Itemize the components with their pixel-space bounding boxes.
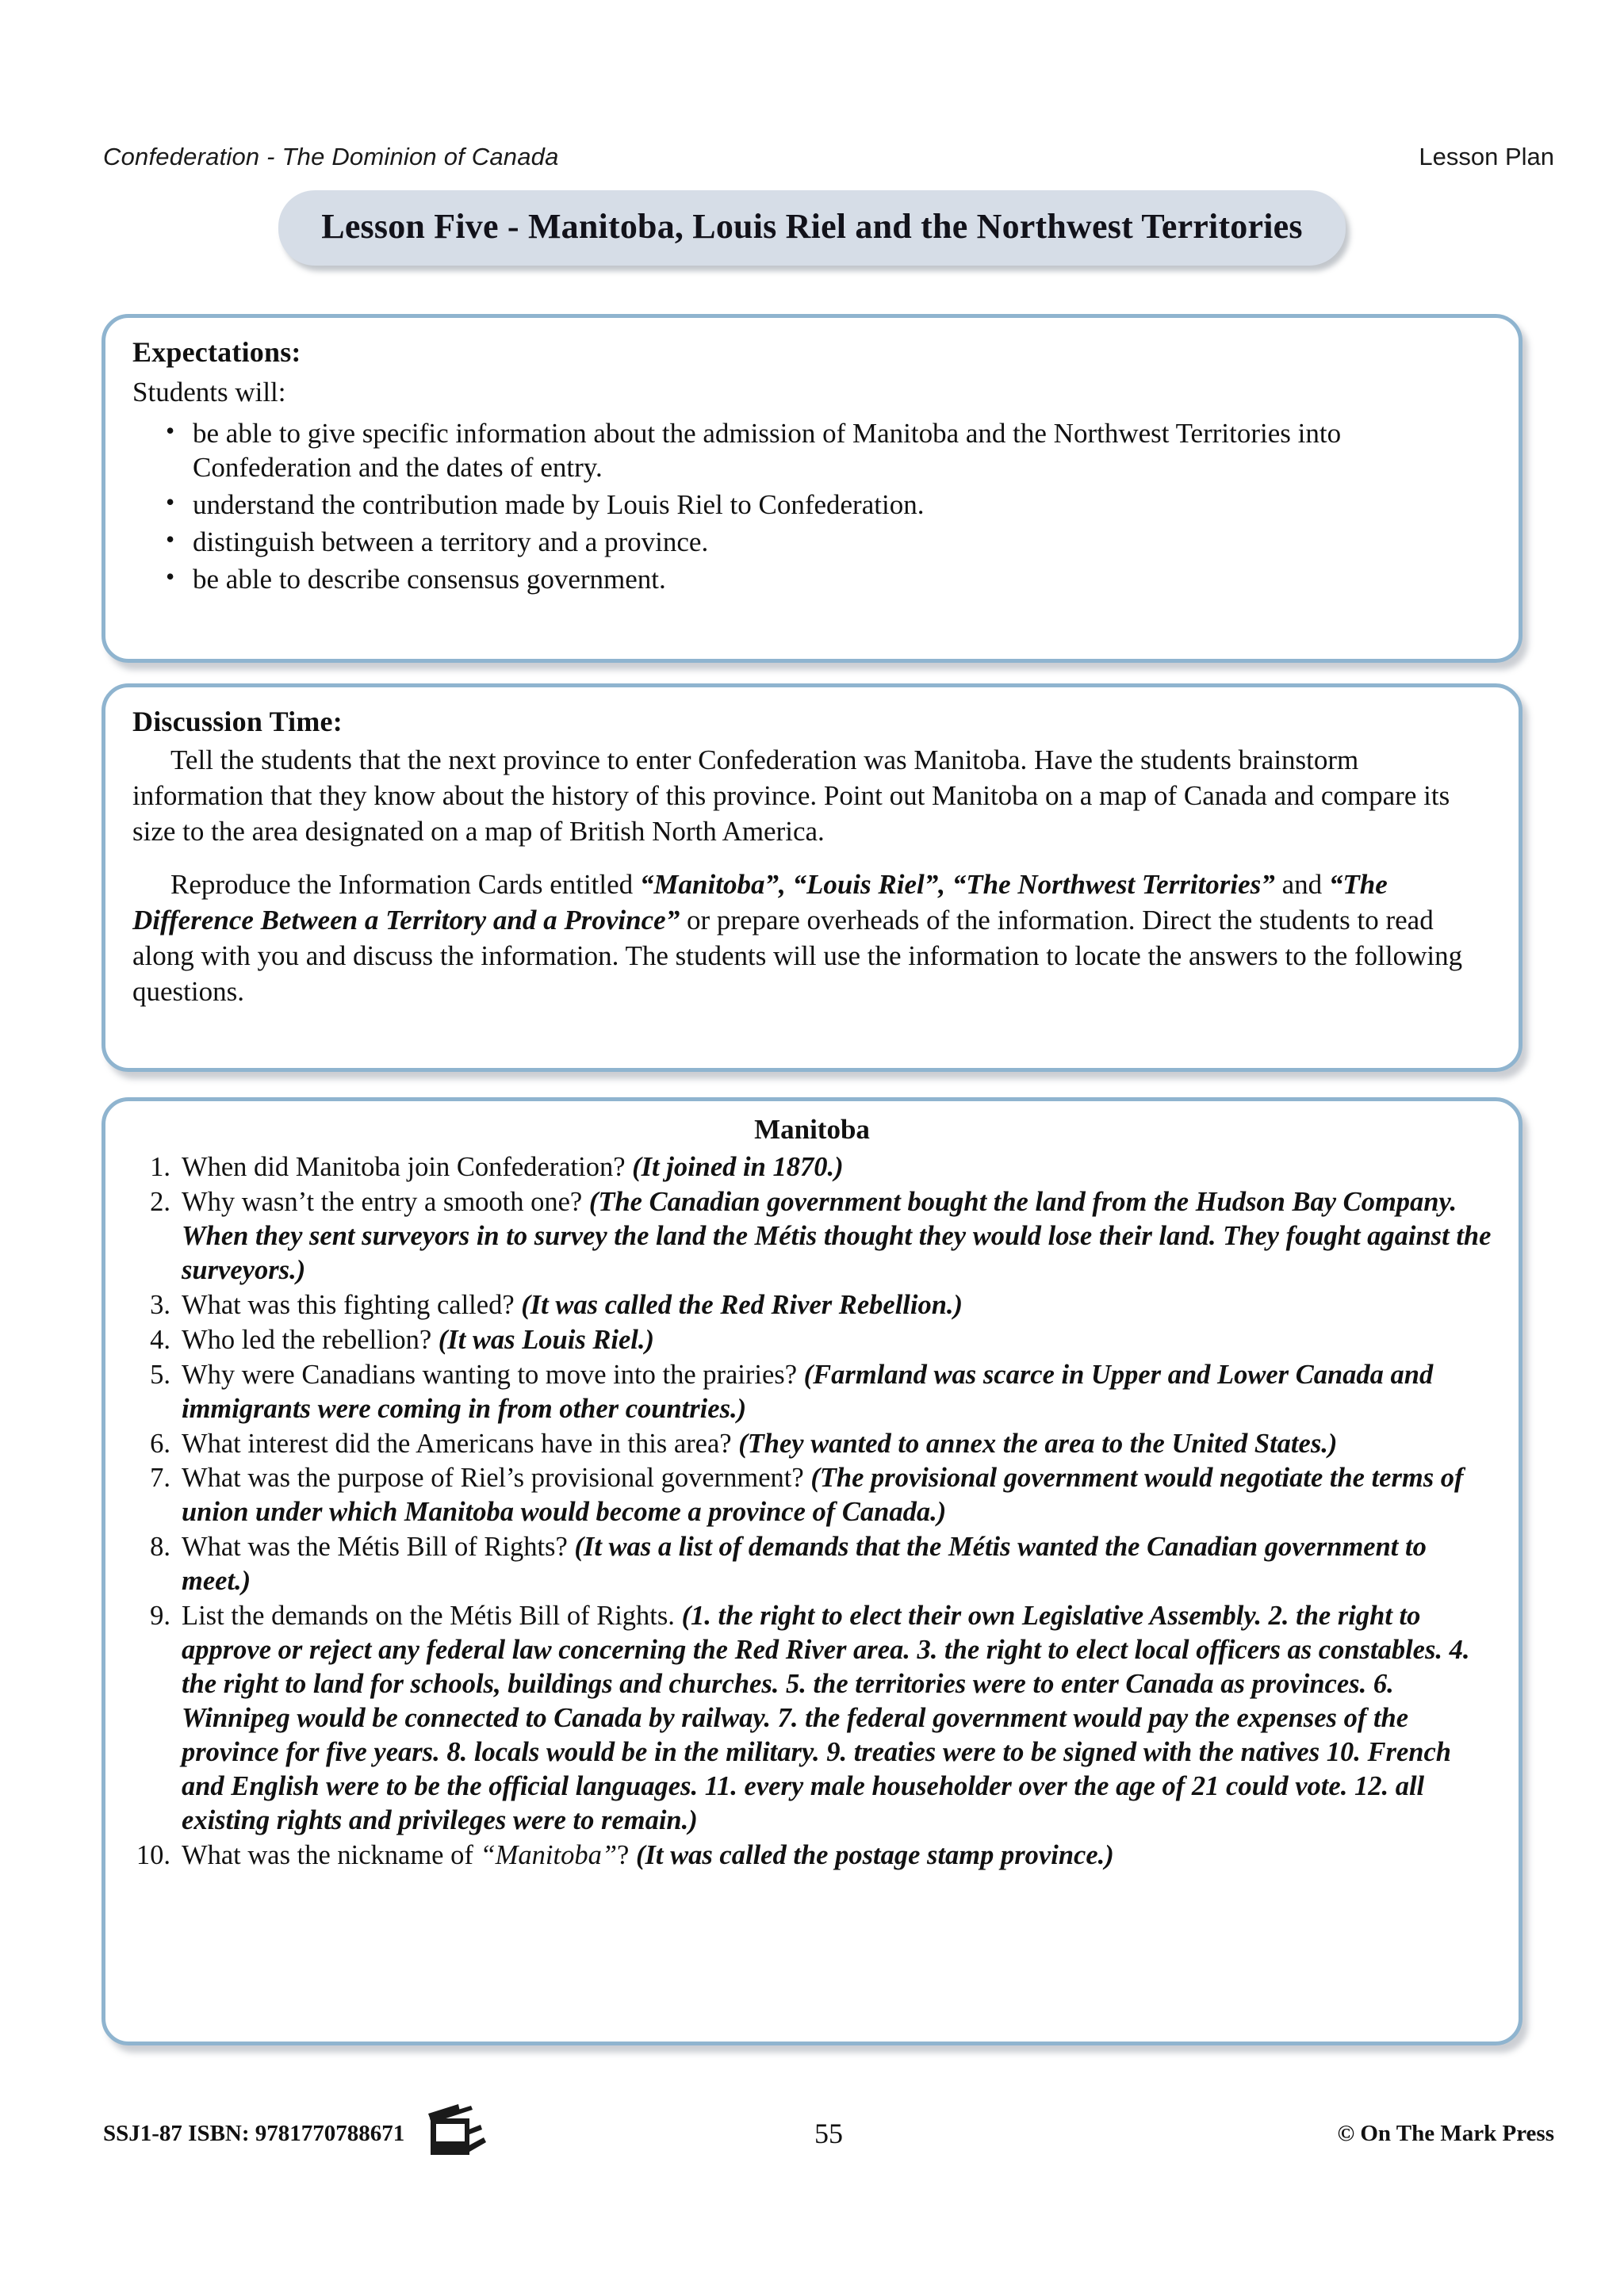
para2-cards-1: “Manitoba”, “Louis Riel”, “The Northwest Territories” xyxy=(639,868,1275,900)
header-section-label: Lesson Plan xyxy=(1419,143,1554,170)
footer-copyright: © On The Mark Press xyxy=(1337,2120,1554,2146)
bullet-icon: • xyxy=(166,488,175,517)
list-item xyxy=(166,416,1492,484)
question-text: List the demands on the Métis Bill of Rights. xyxy=(182,1601,682,1632)
list-item xyxy=(132,1839,1492,1873)
expectations-box xyxy=(102,314,1522,663)
manitoba-content xyxy=(105,1101,1519,1888)
manitoba-question-list xyxy=(132,1150,1492,1873)
discussion-heading: Discussion Time: xyxy=(132,706,343,737)
expectations-content xyxy=(105,318,1519,614)
expectations-list xyxy=(132,416,1492,596)
question-text-post: ? xyxy=(617,1839,636,1870)
header-book-title: Confederation - The Dominion of Canada xyxy=(103,143,559,170)
page-title: Lesson Five - Manitoba, Louis Riel and the Northwest Territories xyxy=(321,207,1303,246)
answer-text: (It was called the Red River Rebellion.) xyxy=(521,1289,963,1320)
expectation-text: be able to describe consensus government. xyxy=(193,564,666,595)
answer-text: (The provisional government would negotiate the terms of union under which Manitoba would become a province of Canada.) xyxy=(182,1463,1464,1528)
para2-part3: or prepare overheads of the information. Direct the students to read along with you and discuss the information. The students will use the information to locate the answers to the following questions. xyxy=(132,904,1463,1007)
answer-text: (It joined in 1870.) xyxy=(632,1152,844,1182)
list-item xyxy=(166,525,1492,559)
manitoba-heading: Manitoba xyxy=(754,1114,870,1145)
question-text: Who led the rebellion? xyxy=(182,1324,439,1355)
expectation-text: understand the contribution made by Louis Riel to Confederation. xyxy=(193,489,925,521)
footer-isbn-code: SSJ1-87 ISBN: 9781770788671 xyxy=(103,2120,405,2146)
list-item xyxy=(132,1358,1492,1426)
list-item xyxy=(132,1599,1492,1838)
question-text: Why wasn’t the entry a smooth one? xyxy=(182,1186,589,1217)
question-text-pre: What was the nickname of xyxy=(182,1839,481,1870)
list-item xyxy=(132,1461,1492,1529)
list-item xyxy=(132,1427,1492,1461)
discussion-content xyxy=(105,687,1519,1024)
answer-text: (They wanted to annex the area to the United States.) xyxy=(738,1428,1338,1459)
expectation-text: be able to give specific information about the admission of Manitoba and the Northwest Territories into Confederation and the dates of entry. xyxy=(193,418,1342,484)
list-item xyxy=(132,1530,1492,1598)
running-header xyxy=(103,143,1554,171)
para2-part1: Reproduce the Information Cards entitled xyxy=(170,868,640,900)
answer-text: (Farmland was scarce in Upper and Lower Canada and immigrants were coming in from other countries.) xyxy=(182,1359,1434,1424)
lesson-title-banner xyxy=(278,190,1345,266)
question-text: What was the purpose of Riel’s provisional government? xyxy=(182,1463,811,1494)
answer-text: (It was called the postage stamp province.) xyxy=(636,1839,1114,1870)
answer-text: (1. the right to elect their own Legislative Assembly. 2. the right to approve or reject any federal law concerning the Red River area. 3. the right to elect local officers as constables. 4. the right to land for schools, buildings and churches. 5. the territories were to enter Canada as provinces. 6. Winnipeg would be connected to Canada by railway. 7. the federal government would pay the expenses of the province for five years. 8. locals would be in the military. 9. treaties were to be signed with the natives 10. French and English were to be the official languages. 11. every male householder over the age of 21 could vote. 12. all existing rights and privileges were to remain.) xyxy=(182,1601,1470,1835)
answer-text: (It was a list of demands that the Métis wanted the Canadian government to meet.) xyxy=(182,1532,1427,1597)
list-item xyxy=(166,562,1492,596)
para2-part2: and xyxy=(1274,868,1329,900)
list-item xyxy=(132,1323,1492,1357)
list-item xyxy=(132,1150,1492,1184)
page-number: 55 xyxy=(814,2118,843,2149)
discussion-paragraph-2 xyxy=(132,867,1492,1010)
bullet-icon: • xyxy=(166,525,175,554)
expectation-text: distinguish between a territory and a province. xyxy=(193,526,709,558)
footer-left-group xyxy=(103,2103,487,2164)
question-text: What was this fighting called? xyxy=(182,1289,522,1320)
question-text: What interest did the Americans have in this area? xyxy=(182,1428,739,1459)
bullet-icon: • xyxy=(166,562,175,591)
question-text: Why were Canadians wanting to move into the prairies? xyxy=(182,1359,804,1390)
para2-cards-2: “The Difference Between a Territory and a Province” xyxy=(132,868,1388,936)
answer-text: (It was Louis Riel.) xyxy=(438,1324,654,1355)
question-text-italic: “Manitoba” xyxy=(480,1839,618,1870)
expectations-lead: Students will: xyxy=(132,377,286,408)
on-the-mark-press-logo-icon xyxy=(423,2103,487,2164)
question-text: When did Manitoba join Confederation? xyxy=(182,1152,633,1182)
manitoba-questions-box xyxy=(102,1097,1522,2045)
list-item xyxy=(166,488,1492,522)
page-footer xyxy=(103,2103,1554,2164)
title-banner-wrap xyxy=(0,190,1624,266)
answer-text: (The Canadian government bought the land from the Hudson Bay Company. When they sent surveyors in to survey the land the Métis thought they would lose their land. They fought against the surveyors.) xyxy=(182,1186,1492,1285)
list-item xyxy=(132,1288,1492,1322)
bullet-icon: • xyxy=(166,416,175,445)
discussion-paragraph-1: Tell the students that the next province to enter Confederation was Manitoba. Have the students brainstorm information that they know about the history of this province. Point out Manitoba on a map of Canada and compare its size to the area designated on a map of British North America. xyxy=(132,744,1450,847)
list-item xyxy=(132,1185,1492,1288)
question-text: What was the Métis Bill of Rights? xyxy=(182,1532,575,1563)
discussion-time-box xyxy=(102,683,1522,1072)
expectations-heading: Expectations: xyxy=(132,336,301,368)
